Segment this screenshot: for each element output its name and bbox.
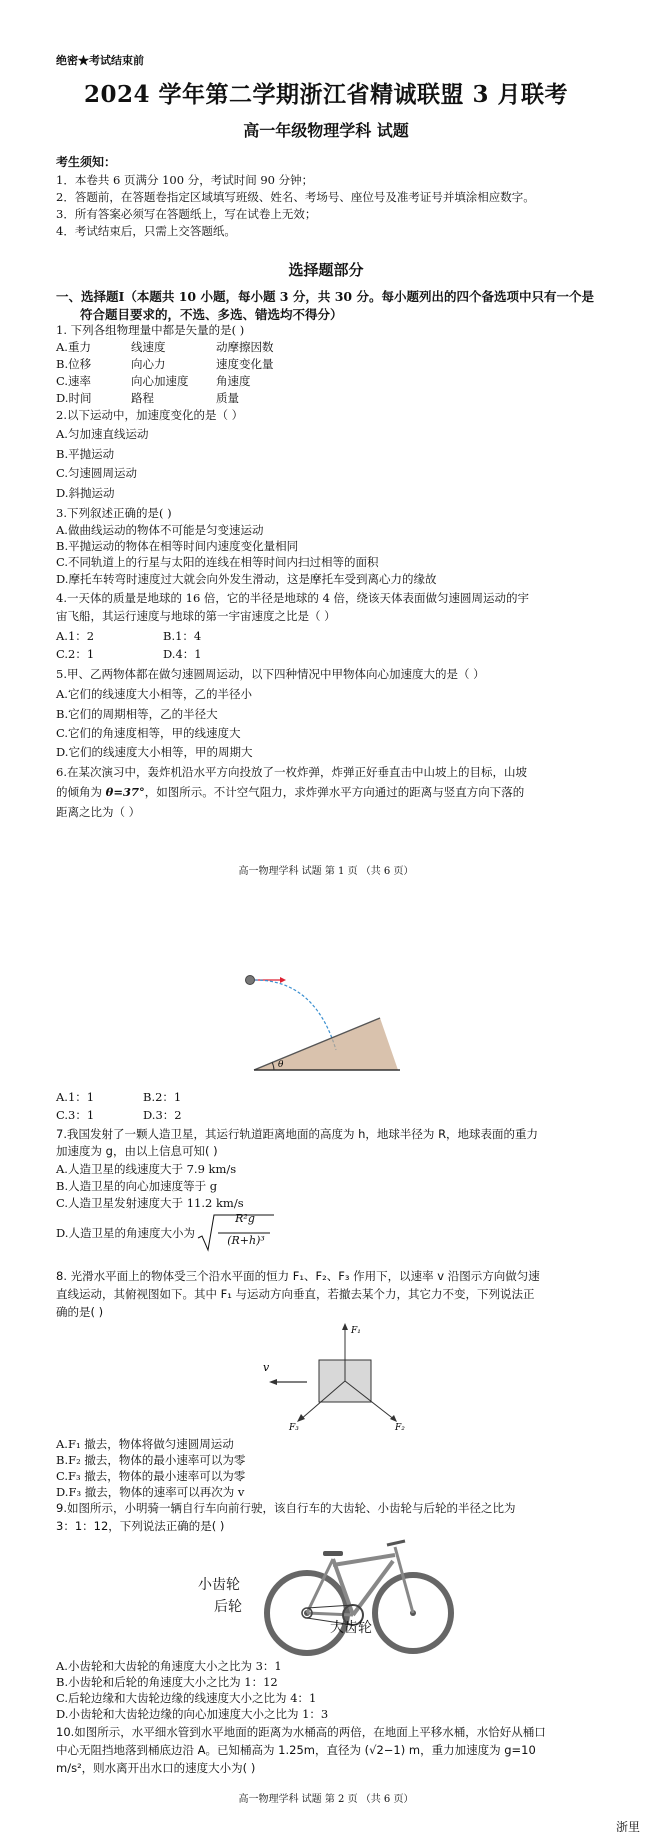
force-f2-label: F₂ [395,1423,405,1430]
question-4-option: C.2：1 [56,647,95,661]
question-8-option: C.F₃ 撤去，物体的最小速率可以为零 [56,1469,246,1483]
question-4-stem-cont: 宙飞船，其运行速度与地球的第一宇宙速度之比是（ ） [56,609,336,623]
notice-heading: 考生须知： [56,155,117,169]
option-cell: A.重力 [56,340,91,354]
option-cell: C.速率 [56,374,92,388]
section-title: 选择题部分 [288,261,364,279]
arrowhead-icon [297,1414,305,1422]
option-cell: B.位移 [56,357,92,371]
stem-text: 的倾角为 [56,785,106,799]
option-cell: D.时间 [56,391,92,405]
question-9-option: C.后轮边缘和大齿轮边缘的线速度大小之比为 4：1 [56,1691,317,1705]
question-7-option-d [56,1225,195,1241]
trajectory-curve [255,980,336,1050]
question-9-stem: 9.如图所示，小明骑一辆自行车向前行驶，该自行车的大齿轮、小齿轮与后轮的半径之比为 [56,1501,516,1515]
arrowhead-icon [342,1323,348,1330]
question-6-option: A.1：1 [56,1090,95,1104]
question-7-stem: 7.我国发射了一颗人造卫星，其运行轨道距离地面的高度为 h，地球半径为 R，地球表面的重力 [56,1127,539,1141]
question-4-option: B.1：4 [163,629,202,643]
question-10-stem-cont: 中心无阻挡地落到桶底边沿 A。已知桶高为 1.25m，直径为 (√2−1) m，重力加速度为 g=10 [56,1743,536,1757]
option-cell: 向心加速度 [131,374,189,388]
force-diagram-figure [255,1320,415,1430]
page-footer: 高一物理学科 试题 第 2 页 （共 6 页） [238,1794,414,1805]
option-text: D.人造卫星的角速度大小为 [56,1226,195,1240]
question-6-option: D.3：2 [143,1108,182,1122]
arrowhead-icon [269,1379,277,1385]
option-cell: 速度变化量 [216,357,274,371]
confidential-label: 绝密★考试结束前 [56,54,144,67]
question-2-option: A.匀加速直线运动 [56,427,149,441]
question-2-option: B.平抛运动 [56,447,115,461]
question-6-option: C.3：1 [56,1108,95,1122]
question-3-option: B.平抛运动的物体在相等时间内速度变化量相同 [56,539,299,553]
question-3-option: A.做曲线运动的物体不可能是匀变速运动 [56,523,264,537]
question-2-stem: 2.以下运动中，加速度变化的是（ ） [56,408,244,422]
question-6-stem-cont: 距离之比为（ ） [56,805,141,819]
bicycle-figure [255,1535,455,1657]
option-cell: 向心力 [131,357,166,371]
handlebar-icon [387,1541,405,1545]
question-4-stem: 4.一天体的质量是地球的 16 倍，它的半径是地球的 4 倍，绕该天体表面做匀速圆周运动的宇 [56,591,530,605]
question-6-stem-cont [56,784,524,800]
small-gear-label: 小齿轮 [198,1577,240,1593]
part-heading: 一、选择题Ⅰ（本题共 10 小题，每小题 3 分，共 30 分。每小题列出的四个备选项中只有一个是 [56,289,594,304]
question-4-option: D.4：1 [163,647,202,661]
question-4-option: A.1：2 [56,629,95,643]
question-5-option: A.它们的线速度大小相等，乙的半径小 [56,687,252,701]
stem-text: ，如图所示。不计空气阻力，求炸弹水平方向通过的距离与竖直方向下落的 [144,785,525,799]
corner-watermark: 浙里 [615,1820,640,1834]
angle-label: θ [278,1060,284,1070]
notice-item: 4．考试结束后，只需上交答题纸。 [56,224,236,238]
question-7-option: B.人造卫星的向心加速度等于 g [56,1179,218,1193]
notice-item: 1．本卷共 6 页满分 100 分，考试时间 90 分钟； [56,173,314,187]
question-5-stem: 5.甲、乙两物体都在做匀速圆周运动，以下四种情况中甲物体向心加速度大的是（ ） [56,667,485,681]
question-10-stem-cont: m/s²，则水离开出水口的速度大小为( ) [56,1761,256,1775]
bomb-icon [246,976,255,985]
part-heading-cont: 符合题目要求的，不选、多选、错选均不得分） [80,307,343,322]
question-8-stem: 8. 光滑水平面上的物体受三个沿水平面的恒力 F₁、F₂、F₃ 作用下，以速率 v 沿图示方向做匀速 [56,1269,540,1283]
fraction-numerator: R²g [235,1212,255,1225]
option-cell: 角速度 [216,374,251,388]
question-8-stem-cont: 确的是( ) [56,1305,104,1319]
fraction-denominator: (R+h)³ [227,1234,265,1247]
question-3-stem: 3.下列叙述正确的是( ) [56,506,172,520]
arrowhead-icon [280,977,286,983]
chain-stay [307,1613,353,1615]
question-9-option: B.小齿轮和后轮的角速度大小之比为 1：12 [56,1675,278,1689]
force-f1-label: F₁ [351,1326,361,1336]
question-6-stem: 6.在某次演习中，轰炸机沿水平方向投放了一枚炸弹，炸弹正好垂直击中山坡上的目标，山坡 [56,765,527,779]
question-7-stem-cont: 加速度为 g，由以上信息可知( ) [56,1144,218,1158]
question-9-option: A.小齿轮和大齿轮的角速度大小之比为 3：1 [56,1659,282,1673]
saddle-icon [323,1551,343,1556]
option-cell: 路程 [131,391,154,405]
question-3-option: D.摩托车转弯时速度过大就会向外发生滑动，这是摩托车受到离心力的缘故 [56,572,437,586]
notice-item: 2．答题前，在答题卷指定区域填写班级、姓名、考场号、座位号及准考证号并填涂相应数字。 [56,190,535,204]
force-f3-label: F₃ [289,1423,299,1430]
question-8-option: D.F₃ 撤去，物体的速率可以再次为 v [56,1485,245,1499]
question-6-option: B.2：1 [143,1090,182,1104]
question-9-option: D.小齿轮和大齿轮边缘的向心加速度大小之比为 1：3 [56,1707,329,1721]
rear-wheel-label: 后轮 [214,1599,242,1615]
question-1-stem: 1. 下列各组物理量中都是矢量的是( ) [56,323,245,337]
question-5-option: B.它们的周期相等，乙的半径大 [56,707,218,721]
question-8-option: A.F₁ 撤去，物体将做匀速圆周运动 [56,1437,234,1451]
question-2-option: D.斜抛运动 [56,486,115,500]
big-gear-label: 大齿轮 [330,1620,372,1636]
question-7-option: C.人造卫星发射速度大于 11.2 km/s [56,1196,244,1210]
option-cell: 质量 [216,391,239,405]
notice-item: 3．所有答案必须写在答题纸上，写在试卷上无效； [56,207,317,221]
question-8-option: B.F₂ 撤去，物体的最小速率可以为零 [56,1453,246,1467]
slope-shape [254,1018,398,1070]
question-9-stem-cont: 3：1：12，下列说法正确的是( ) [56,1519,225,1533]
question-5-option: D.它们的线速度大小相等，甲的周期大 [56,745,253,759]
question-5-option: C.它们的角速度相等，甲的线速度大 [56,726,241,740]
angle-value: θ=37° [105,785,145,799]
exam-title: 2024 学年第二学期浙江省精诚联盟 3 月联考 [83,81,569,108]
question-7-option: A.人造卫星的线速度大于 7.9 km/s [56,1162,237,1176]
option-cell: 动摩擦因数 [216,340,274,354]
page-footer: 高一物理学科 试题 第 1 页 （共 6 页） [238,866,414,877]
velocity-label: v [263,1361,270,1374]
arrowhead-icon [390,1415,397,1422]
option-cell: 线速度 [131,340,166,354]
question-8-stem-cont: 直线运动，其俯视图如下。其中 F₁ 与运动方向垂直，若撤去某个力，其它力不变，下列说法正 [56,1287,535,1301]
question-2-option: C.匀速圆周运动 [56,466,138,480]
question-3-option: C.不同轨道上的行星与太阳的连线在相等时间内扫过相等的面积 [56,555,379,569]
question-10-stem: 10.如图所示，水平细水管到水平地面的距离为水桶高的两倍，在地面上平移水桶，水恰好从桶口 [56,1725,546,1739]
bomb-slope-figure [240,970,400,1082]
top-tube [333,1555,395,1565]
exam-subtitle: 高一年级物理学科 试题 [243,121,409,140]
